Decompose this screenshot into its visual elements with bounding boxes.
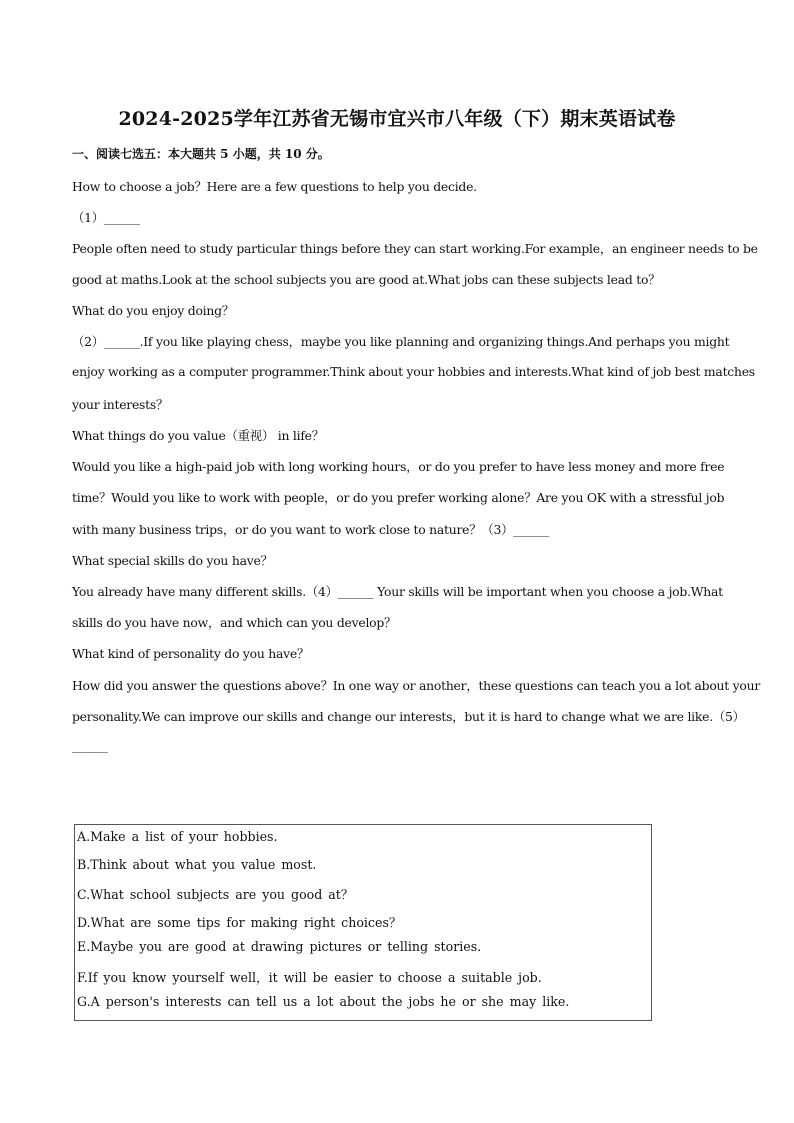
option-d: D.What are some tips for making right choices？ [77,915,402,930]
option-g: G.A person's interests can tell us a lot about the jobs he or she may like. [77,994,570,1009]
passage-line: What special skills do you have？ [72,553,273,568]
passage-line: your interests？ [72,397,169,412]
passage-line: time？Would you like to work with people，or do you prefer working alone？Are you OK with a stressful job [72,490,725,505]
passage-line: What do you enjoy doing？ [72,303,234,318]
option-e: E.Maybe you are good at drawing pictures or telling stories. [77,939,482,954]
passage-line: How to choose a job？Here are a few questions to help you decide. [72,179,477,194]
option-b: B.Think about what you value most. [77,857,317,872]
passage-line: with many business trips，or do you want to work close to nature？（3）______ [72,522,549,537]
options-box [74,824,652,1021]
option-f: F.If you know yourself well，it will be easier to choose a suitable job. [77,970,542,985]
passage-line: enjoy working as a computer programmer.Think about your hobbies and interests.What kind of job best matches [72,364,755,379]
passage-line: Would you like a high-paid job with long working hours，or do you prefer to have less money and more free [72,459,725,474]
passage-line: How did you answer the questions above？In one way or another，these questions can teach you a lot about your [72,678,761,693]
option-c: C.What school subjects are you good at？ [77,887,354,902]
passage-line: People often need to study particular things before they can start working.For example，an engineer needs to be [72,241,758,256]
page-title: 2024-2025学年江苏省无锡市宜兴市八年级（下）期末英语试卷 [118,108,676,130]
passage-line: personality.We can improve our skills and change our interests，but it is hard to change what we are like.（5） [72,709,745,724]
passage-line: What things do you value（重视） in life？ [72,428,324,443]
option-a: A.Make a list of your hobbies. [77,829,278,844]
passage-line: （1）______ [72,210,140,225]
passage-line: （2）______.If you like playing chess，maybe you like planning and organizing things.And perhaps you might [72,334,730,349]
passage-line: ______ [72,738,108,753]
passage-line: skills do you have now，and which can you develop？ [72,615,397,630]
passage-line: You already have many different skills.（4）______ Your skills will be important when you choose a job.What [72,584,723,599]
passage-line: What kind of personality do you have？ [72,646,310,661]
passage-line: good at maths.Look at the school subjects you are good at.What jobs can these subjects lead to？ [72,272,661,287]
section-heading: 一、阅读七选五：本大题共 5 小题，共 10 分。 [72,147,330,161]
